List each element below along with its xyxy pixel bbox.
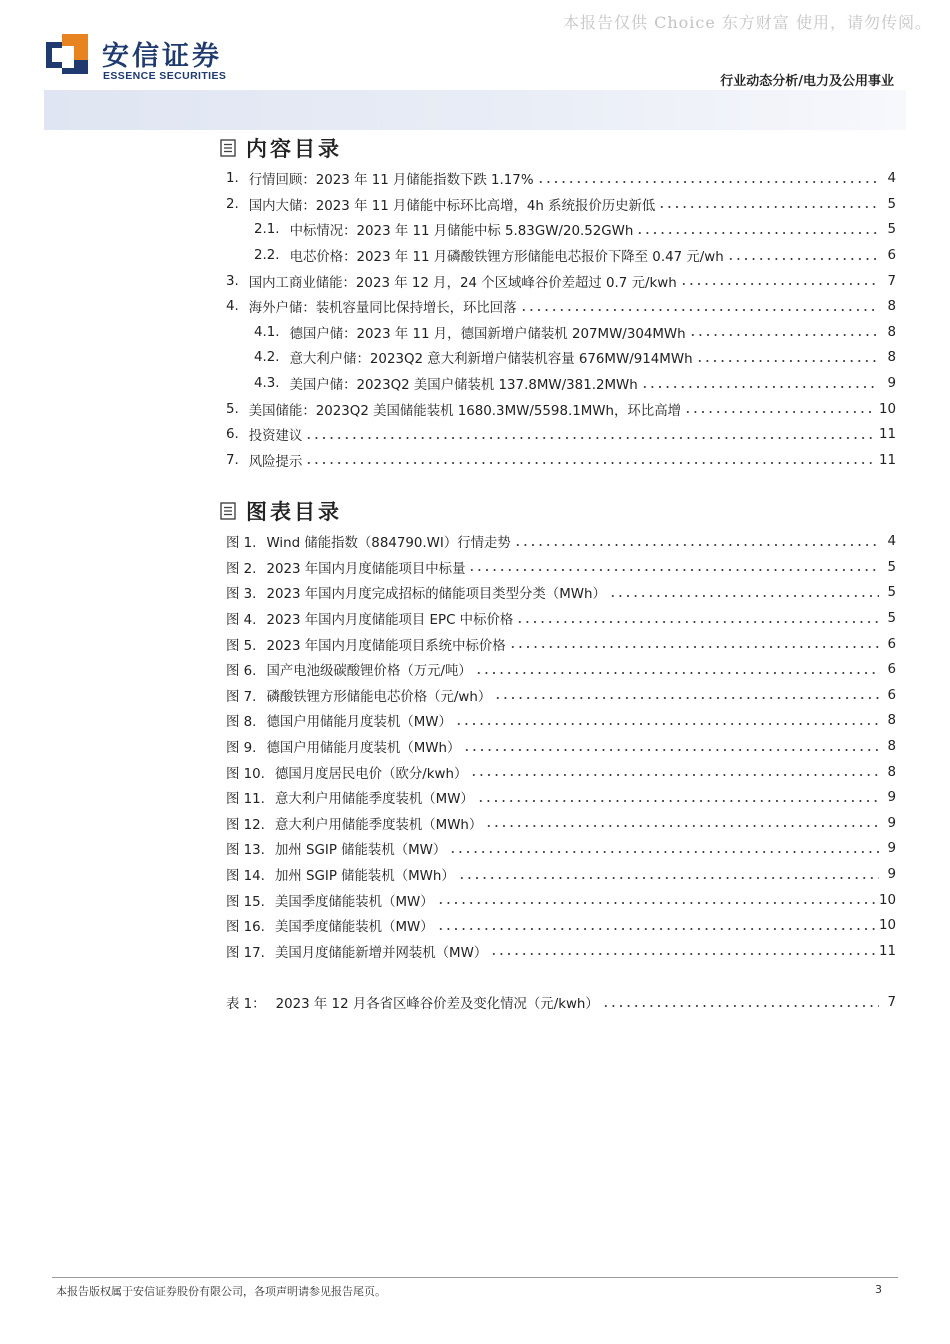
entry-page-number: 5 [887, 611, 896, 627]
entry-page-number: 10 [878, 401, 896, 417]
dot-leader [684, 410, 876, 414]
entry-page-number: 7 [887, 995, 896, 1011]
entry-number: 图 12. [226, 817, 265, 833]
table-entry[interactable] [226, 990, 896, 1016]
dot-leader [514, 543, 879, 547]
entry-page-number: 8 [887, 713, 896, 729]
entry-title: 加州 SGIP 储能装机（MW） [274, 843, 447, 859]
entry-number: 表 1： [226, 997, 266, 1013]
entry-number: 2.1. [254, 222, 280, 238]
report-type: 行业动态分析/电力及公用事业 [720, 74, 894, 89]
entry-page-number: 6 [887, 636, 896, 652]
dot-leader [537, 180, 879, 184]
contents-entry[interactable] [226, 345, 896, 371]
entry-title: 2023 年 12 月各省区峰谷价差及变化情况（元/kwh） [275, 997, 599, 1013]
dot-leader [680, 282, 879, 286]
entry-page-number: 9 [887, 867, 896, 883]
entry-number: 1. [226, 171, 239, 187]
entry-title: 海外户储：装机容量同比保持增长，环比回落 [248, 301, 517, 317]
dot-leader [449, 850, 879, 854]
entry-page-number: 8 [887, 350, 896, 366]
entry-title: 德国月度居民电价（欧分/kwh） [274, 766, 468, 782]
entry-title: 电芯价格：2023 年 11 月磷酸铁锂方形储能电芯报价下降至 0.47 元/wh [289, 250, 724, 266]
entry-number: 图 3. [226, 587, 257, 603]
entry-number: 2. [226, 196, 239, 212]
figure-entry[interactable] [226, 913, 896, 939]
entry-number: 图 14. [226, 869, 265, 885]
entry-number: 图 13. [226, 843, 265, 859]
watermark: 本报告仅供 Choice 东方财富 使用，请勿传阅。 [563, 13, 932, 32]
entry-number: 图 11. [226, 792, 265, 808]
dot-leader [636, 231, 879, 235]
entry-title: 德国户用储能月度装机（MW） [266, 715, 452, 731]
entry-page-number: 7 [887, 273, 896, 289]
dot-leader [305, 436, 876, 440]
figure-entry[interactable] [226, 939, 896, 965]
entry-page-number: 8 [887, 739, 896, 755]
figure-entry[interactable] [226, 683, 896, 709]
entry-number: 7. [226, 452, 239, 468]
entry-page-number: 5 [887, 196, 896, 212]
entry-page-number: 10 [878, 918, 896, 934]
entry-title: 德国户储：2023 年 11 月，德国新增户储装机 207MW/304MWh [289, 326, 686, 342]
entry-page-number: 8 [887, 324, 896, 340]
entry-number: 4.3. [254, 376, 280, 392]
tables-list [226, 990, 896, 1016]
entry-page-number: 9 [887, 376, 896, 392]
dot-leader [727, 257, 879, 261]
contents-entry[interactable] [226, 243, 896, 269]
figure-entry[interactable] [226, 529, 896, 555]
contents-entry[interactable] [226, 294, 896, 320]
entry-number: 图 9. [226, 741, 257, 757]
contents-entry[interactable] [226, 268, 896, 294]
entry-number: 图 7. [226, 689, 257, 705]
dot-leader [509, 645, 879, 649]
entry-page-number: 8 [887, 299, 896, 315]
entry-number: 3. [226, 273, 239, 289]
figure-entry[interactable] [226, 555, 896, 581]
entry-title: 意大利户储：2023Q2 意大利新增户储装机容量 676MW/914MWh [289, 352, 693, 368]
figure-entry[interactable] [226, 759, 896, 785]
entry-number: 图 15. [226, 894, 265, 910]
entry-title: 美国储能：2023Q2 美国储能装机 1680.3MW/5598.1MWh，环比高增 [248, 403, 681, 419]
entry-title: 2023 年国内月度储能项目系统中标价格 [266, 638, 506, 654]
entry-number: 图 16. [226, 920, 265, 936]
entry-title: 加州 SGIP 储能装机（MWh） [274, 869, 455, 885]
figures-list [226, 529, 896, 964]
entry-page-number: 9 [887, 841, 896, 857]
entry-number: 图 10. [226, 766, 265, 782]
dot-leader [602, 1004, 879, 1008]
dot-leader [470, 773, 879, 777]
entry-page-number: 9 [887, 790, 896, 806]
entry-number: 图 6. [226, 664, 257, 680]
footer-divider [52, 1277, 898, 1278]
dot-leader [455, 722, 879, 726]
entry-title: Wind 储能指数（884790.WI）行情走势 [266, 536, 511, 552]
figure-entry[interactable] [226, 785, 896, 811]
figures-title: 图表目录 [246, 500, 342, 524]
dot-leader [689, 333, 879, 337]
entry-page-number: 6 [887, 662, 896, 678]
contents-entry[interactable] [226, 448, 896, 474]
figure-entry[interactable] [226, 606, 896, 632]
entry-page-number: 6 [887, 248, 896, 264]
dot-leader [516, 620, 879, 624]
dot-leader [485, 824, 879, 828]
document-icon [220, 502, 236, 520]
logo-mark-icon [44, 32, 92, 82]
entry-page-number: 11 [878, 452, 896, 468]
contents-entry[interactable] [226, 371, 896, 397]
figure-entry[interactable] [226, 734, 896, 760]
dot-leader [463, 748, 879, 752]
figures-heading [220, 496, 342, 526]
entry-title: 国产电池级碳酸锂价格（万元/吨） [266, 664, 472, 680]
entry-title: 意大利户用储能季度装机（MW） [274, 792, 474, 808]
entry-title: 美国季度储能装机（MW） [274, 920, 434, 936]
entry-title: 2023 年国内月度储能项目中标量 [266, 561, 466, 577]
entry-page-number: 10 [878, 892, 896, 908]
dot-leader [468, 568, 879, 572]
figure-entry[interactable] [226, 862, 896, 888]
entry-title: 2023 年国内月度完成招标的储能项目类型分类（MWh） [266, 587, 606, 603]
entry-title: 美国户储：2023Q2 美国户储装机 137.8MW/381.2MWh [289, 378, 638, 394]
dot-leader [305, 461, 876, 465]
contents-entry[interactable] [226, 320, 896, 346]
entry-number: 2.2. [254, 248, 280, 264]
entry-number: 4.1. [254, 324, 280, 340]
dot-leader [490, 952, 876, 956]
entry-page-number: 5 [887, 559, 896, 575]
entry-number: 图 5. [226, 638, 257, 654]
entry-number: 图 1. [226, 536, 257, 552]
entry-number: 6. [226, 427, 239, 443]
figure-entry[interactable] [226, 887, 896, 913]
entry-title: 美国月度储能新增并网装机（MW） [274, 945, 488, 961]
dot-leader [475, 671, 879, 675]
entry-number: 图 4. [226, 613, 257, 629]
entry-title: 德国户用储能月度装机（MWh） [266, 741, 461, 757]
entry-page-number: 5 [887, 585, 896, 601]
entry-title: 国内大储：2023 年 11 月储能中标环比高增，4h 系统报价历史新低 [248, 198, 656, 214]
contents-heading [220, 133, 342, 163]
company-logo [44, 32, 244, 88]
entry-title: 国内工商业储能：2023 年 12 月，24 个区域峰谷价差超过 0.7 元/kwh [248, 275, 677, 291]
entry-number: 4. [226, 299, 239, 315]
contents-entry[interactable] [226, 166, 896, 192]
footer-disclaimer: 本报告版权属于安信证券股份有限公司，各项声明请参见报告尾页。 [56, 1285, 386, 1298]
entry-title: 美国季度储能装机（MW） [274, 894, 434, 910]
entry-title: 意大利户用储能季度装机（MWh） [274, 817, 483, 833]
contents-entry[interactable] [226, 192, 896, 218]
entry-page-number: 5 [887, 222, 896, 238]
contents-list [226, 166, 896, 473]
entry-page-number: 4 [887, 534, 896, 550]
entry-page-number: 4 [887, 171, 896, 187]
contents-entry[interactable] [226, 422, 896, 448]
figure-entry[interactable] [226, 708, 896, 734]
entry-number: 图 8. [226, 715, 257, 731]
entry-title: 投资建议 [248, 429, 303, 445]
figure-entry[interactable] [226, 631, 896, 657]
entry-number: 4.2. [254, 350, 280, 366]
dot-leader [658, 205, 879, 209]
dot-leader [609, 594, 879, 598]
dot-leader [437, 927, 876, 931]
header-band [44, 90, 906, 130]
brand-name-en: ESSENCE SECURITIES [103, 70, 227, 82]
dot-leader [477, 799, 879, 803]
dot-leader [494, 696, 879, 700]
entry-title: 2023 年国内月度储能项目 EPC 中标价格 [266, 613, 514, 629]
figure-entry[interactable] [226, 580, 896, 606]
contents-entry[interactable] [226, 396, 896, 422]
entry-title: 行情回顾：2023 年 11 月储能指数下跌 1.17% [248, 173, 534, 189]
entry-title: 磷酸铁锂方形储能电芯价格（元/wh） [266, 689, 492, 705]
brand-name-cn: 安信证券 [102, 41, 222, 72]
page-number: 3 [875, 1283, 882, 1296]
dot-leader [437, 901, 876, 905]
figure-entry[interactable] [226, 657, 896, 683]
entry-number: 图 2. [226, 561, 257, 577]
entry-page-number: 11 [878, 427, 896, 443]
entry-page-number: 11 [878, 943, 896, 959]
dot-leader [696, 359, 879, 363]
entry-page-number: 9 [887, 815, 896, 831]
dot-leader [641, 385, 879, 389]
entry-page-number: 8 [887, 764, 896, 780]
figure-entry[interactable] [226, 836, 896, 862]
entry-page-number: 6 [887, 687, 896, 703]
dot-leader [458, 876, 879, 880]
entry-number: 5. [226, 401, 239, 417]
dot-leader [520, 308, 879, 312]
entry-number: 图 17. [226, 945, 265, 961]
figure-entry[interactable] [226, 811, 896, 837]
entry-title: 中标情况：2023 年 11 月储能中标 5.83GW/20.52GWh [289, 224, 634, 240]
entry-title: 风险提示 [248, 454, 303, 470]
document-icon [220, 139, 236, 157]
contents-entry[interactable] [226, 217, 896, 243]
contents-title: 内容目录 [246, 137, 342, 161]
